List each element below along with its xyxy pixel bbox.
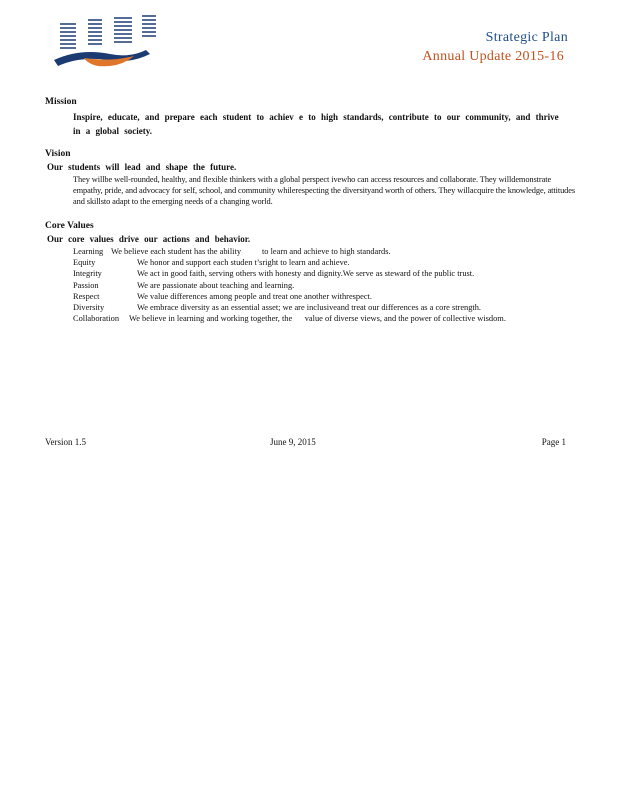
vision-lead: Our students will lead and shape the future.: [47, 162, 237, 172]
footer-page-number: Page 1: [541, 437, 566, 447]
core-value-integrity: [73, 268, 573, 279]
core-value-term: Learning: [73, 247, 104, 256]
footer-date: June 9, 2015: [270, 437, 316, 447]
footer-version: Version 1.5: [45, 437, 86, 447]
vision-text: They willbe well-rounded, healthy, and flexible thinkers with a global perspect ivewho can access resources and collaborate. They willdemonstrate empathy, pride, and advocacy for self, school, and community whilerespecting the diversityand worth of others. They willacquire the knowledge, attitudes and skillsto adapt to the emerging needs of a changing world.: [73, 175, 576, 206]
core-value-term: Respect: [73, 291, 100, 301]
document-subtitle: Annual Update 2015-16: [422, 49, 564, 64]
core-value-desc: We honor and support each studen t’sright to learn and achieve.: [137, 258, 350, 268]
document-title: Strategic Plan: [485, 30, 568, 45]
core-value-term: Collaboration: [73, 314, 120, 324]
core-value-learning: [73, 246, 573, 257]
core-value-desc: We act in good faith, serving others with honesty and dignity.We serve as steward of the public trust.: [137, 269, 475, 279]
core-value-collaboration: [73, 313, 573, 324]
core-values-lead: Our core values drive our actions and behavior.: [47, 234, 251, 244]
mission-heading: Mission: [45, 97, 77, 107]
core-value-desc: We embrace diversity as an essential asset; we are inclusiveand treat our differences as a core strength.: [137, 302, 482, 312]
core-values-list: [73, 246, 573, 324]
core-value-respect: [73, 291, 573, 302]
mission-text: Inspire, educate, and prepare each student to achiev e to high standards, contribute to our community, and thrive in a global society.: [73, 112, 559, 136]
core-value-term: Integrity: [73, 269, 102, 279]
vision-heading: Vision: [45, 149, 71, 159]
core-value-term: Equity: [73, 258, 96, 268]
core-value-diversity: [73, 302, 573, 313]
core-value-term: Passion: [73, 280, 99, 290]
core-value-desc: We believe each student has the ability to learn and achieve to high standards.: [111, 247, 391, 256]
core-value-desc: We believe in learning and working together, the value of diverse views, and the power of collective wisdom.: [129, 314, 506, 324]
core-values-heading: Core Values: [45, 221, 94, 231]
school-district-logo: [50, 14, 162, 72]
core-value-desc: We are passionate about teaching and learning.: [137, 280, 295, 290]
core-value-desc: We value differences among people and treat one another withrespect.: [137, 291, 372, 301]
core-value-term: Diversity: [73, 302, 105, 312]
core-value-equity: [73, 257, 573, 268]
core-value-passion: [73, 280, 573, 291]
